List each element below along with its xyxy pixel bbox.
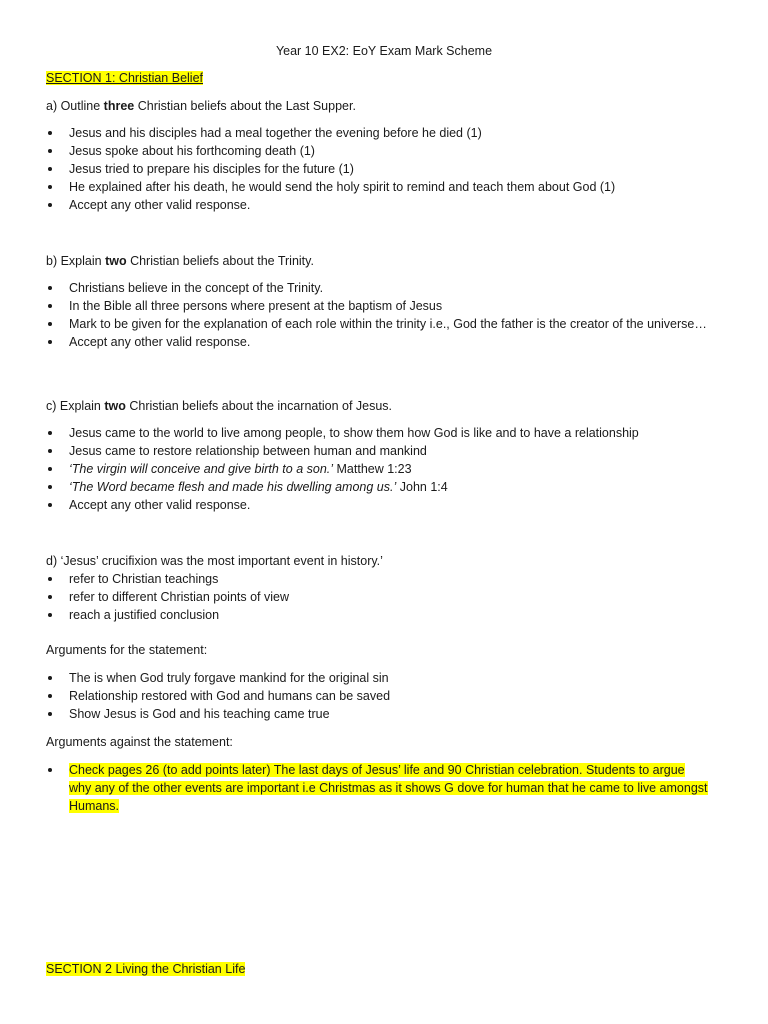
question-b [46, 252, 314, 270]
list-item: Accept any other valid response. [46, 196, 710, 214]
list-item: Accept any other valid response. [46, 333, 710, 351]
scripture-reference: Matthew 1:23 [333, 462, 412, 476]
list-item: reach a justified conclusion [46, 606, 710, 624]
arguments-against-heading: Arguments against the statement: [46, 735, 233, 749]
section-2-heading [46, 960, 245, 978]
list-item: Jesus and his disciples had a meal together the evening before he died (1) [46, 124, 710, 142]
question-d-criteria [46, 570, 710, 624]
question-c-suffix: Christian beliefs about the incarnation of Jesus. [125, 399, 393, 413]
highlighted-note: Check pages 26 (to add points later) The last days of Jesus’ life and 90 Christian celebration. Students to argue why any of the other events are important i.e Christmas as it shows G dove for human that he came to live amongst Humans. [69, 763, 708, 813]
list-item: Accept any other valid response. [46, 496, 710, 514]
section-1-heading [46, 69, 203, 87]
list-item: Mark to be given for the explanation of each role within the trinity i.e., God the father is the creator of the universe… [46, 315, 710, 333]
list-item: Relationship restored with God and humans can be saved [46, 687, 710, 705]
question-b-emphasis: two [105, 254, 127, 268]
question-a-prefix: a) Outline [46, 99, 104, 113]
question-c-answers [46, 424, 710, 514]
list-item: Jesus came to restore relationship between human and mankind [46, 442, 710, 460]
list-item: Christians believe in the concept of the Trinity. [46, 279, 710, 297]
list-item: Show Jesus is God and his teaching came true [46, 705, 710, 723]
question-a [46, 97, 356, 115]
question-b-suffix: Christian beliefs about the Trinity. [126, 254, 314, 268]
list-item: Jesus spoke about his forthcoming death (1) [46, 142, 710, 160]
list-item: He explained after his death, he would send the holy spirit to remind and teach them about God (1) [46, 178, 710, 196]
question-c-emphasis: two [104, 399, 126, 413]
list-item: In the Bible all three persons where present at the baptism of Jesus [46, 297, 710, 315]
list-item: Jesus came to the world to live among people, to show them how God is like and to have a relationship [46, 424, 710, 442]
list-item: refer to different Christian points of view [46, 588, 710, 606]
arguments-against-list [46, 761, 710, 815]
question-a-suffix: Christian beliefs about the Last Supper. [134, 99, 356, 113]
question-a-emphasis: three [103, 99, 135, 113]
section-2-label: SECTION 2 Living the Christian Life [46, 962, 246, 976]
question-d: d) ‘Jesus’ crucifixion was the most important event in history.’ [46, 554, 383, 568]
arguments-for-heading: Arguments for the statement: [46, 643, 208, 657]
list-item [46, 761, 710, 815]
question-b-answers [46, 279, 710, 351]
question-c-prefix: c) Explain [46, 399, 105, 413]
scripture-reference: John 1:4 [396, 480, 448, 494]
section-1-label: SECTION 1: Christian Belief [46, 71, 203, 85]
document-title: Year 10 EX2: EoY Exam Mark Scheme [275, 44, 493, 58]
scripture-quote: ‘The virgin will conceive and give birth to a son.’ [69, 462, 334, 476]
list-item [46, 460, 710, 478]
scripture-quote: ‘The Word became flesh and made his dwelling among us.’ [69, 480, 397, 494]
question-b-prefix: b) Explain [46, 254, 106, 268]
list-item: The is when God truly forgave mankind for the original sin [46, 669, 710, 687]
list-item: refer to Christian teachings [46, 570, 710, 588]
arguments-for-list [46, 669, 710, 723]
list-item: Jesus tried to prepare his disciples for the future (1) [46, 160, 710, 178]
question-c [46, 397, 392, 415]
question-a-answers [46, 124, 710, 214]
list-item [46, 478, 710, 496]
